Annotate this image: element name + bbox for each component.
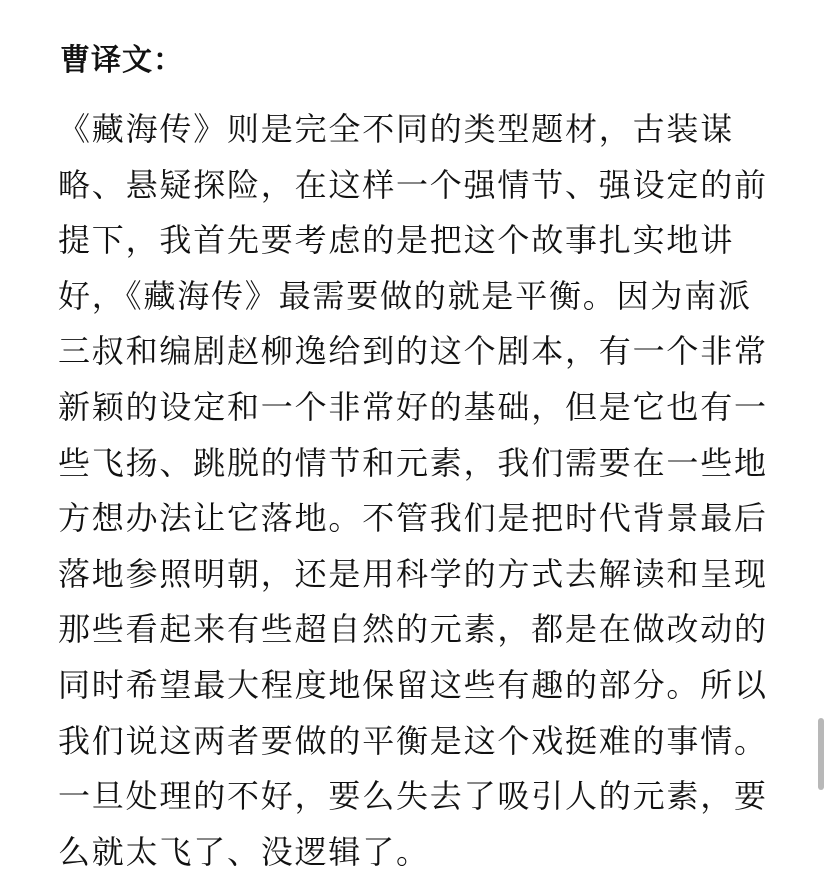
paragraph-line: 略、悬疑探险，在这样一个强情节、强设定的前 [58, 165, 768, 204]
paragraph-line: 我们说这两者要做的平衡是这个戏挺难的事情。 [58, 721, 768, 760]
paragraph-line: 三叔和编剧赵柳逸给到的这个剧本，有一个非常 [58, 332, 768, 371]
paragraph [58, 102, 778, 880]
paragraph-line: 提下，我首先要考虑的是把这个故事扎实地讲 [58, 221, 735, 260]
paragraph-line: 么就太飞了、没逻辑了。 [58, 832, 430, 871]
speaker-label: 曹译文： [60, 43, 184, 78]
paragraph-line: 同时希望最大程度地保留这些有趣的部分。所以 [58, 665, 768, 704]
paragraph-line: 一旦处理的不好，要么失去了吸引人的元素，要 [58, 777, 768, 816]
paragraph-line: 些飞扬、跳脱的情节和元素，我们需要在一些地 [58, 443, 768, 482]
paragraph-line: 新颖的设定和一个非常好的基础，但是它也有一 [58, 387, 768, 426]
paragraph-line: 落地参照明朝，还是用科学的方式去解读和呈现 [58, 554, 768, 593]
paragraph-line: 方想办法让它落地。不管我们是把时代背景最后 [58, 499, 768, 538]
paragraph-line: 好，《藏海传》最需要做的就是平衡。因为南派 [58, 276, 752, 315]
paragraph-line: 《藏海传》则是完全不同的类型题材，古装谋 [58, 110, 735, 148]
paragraph-line: 那些看起来有些超自然的元素，都是在做改动的 [58, 610, 768, 649]
scrollbar-thumb[interactable] [818, 718, 824, 790]
